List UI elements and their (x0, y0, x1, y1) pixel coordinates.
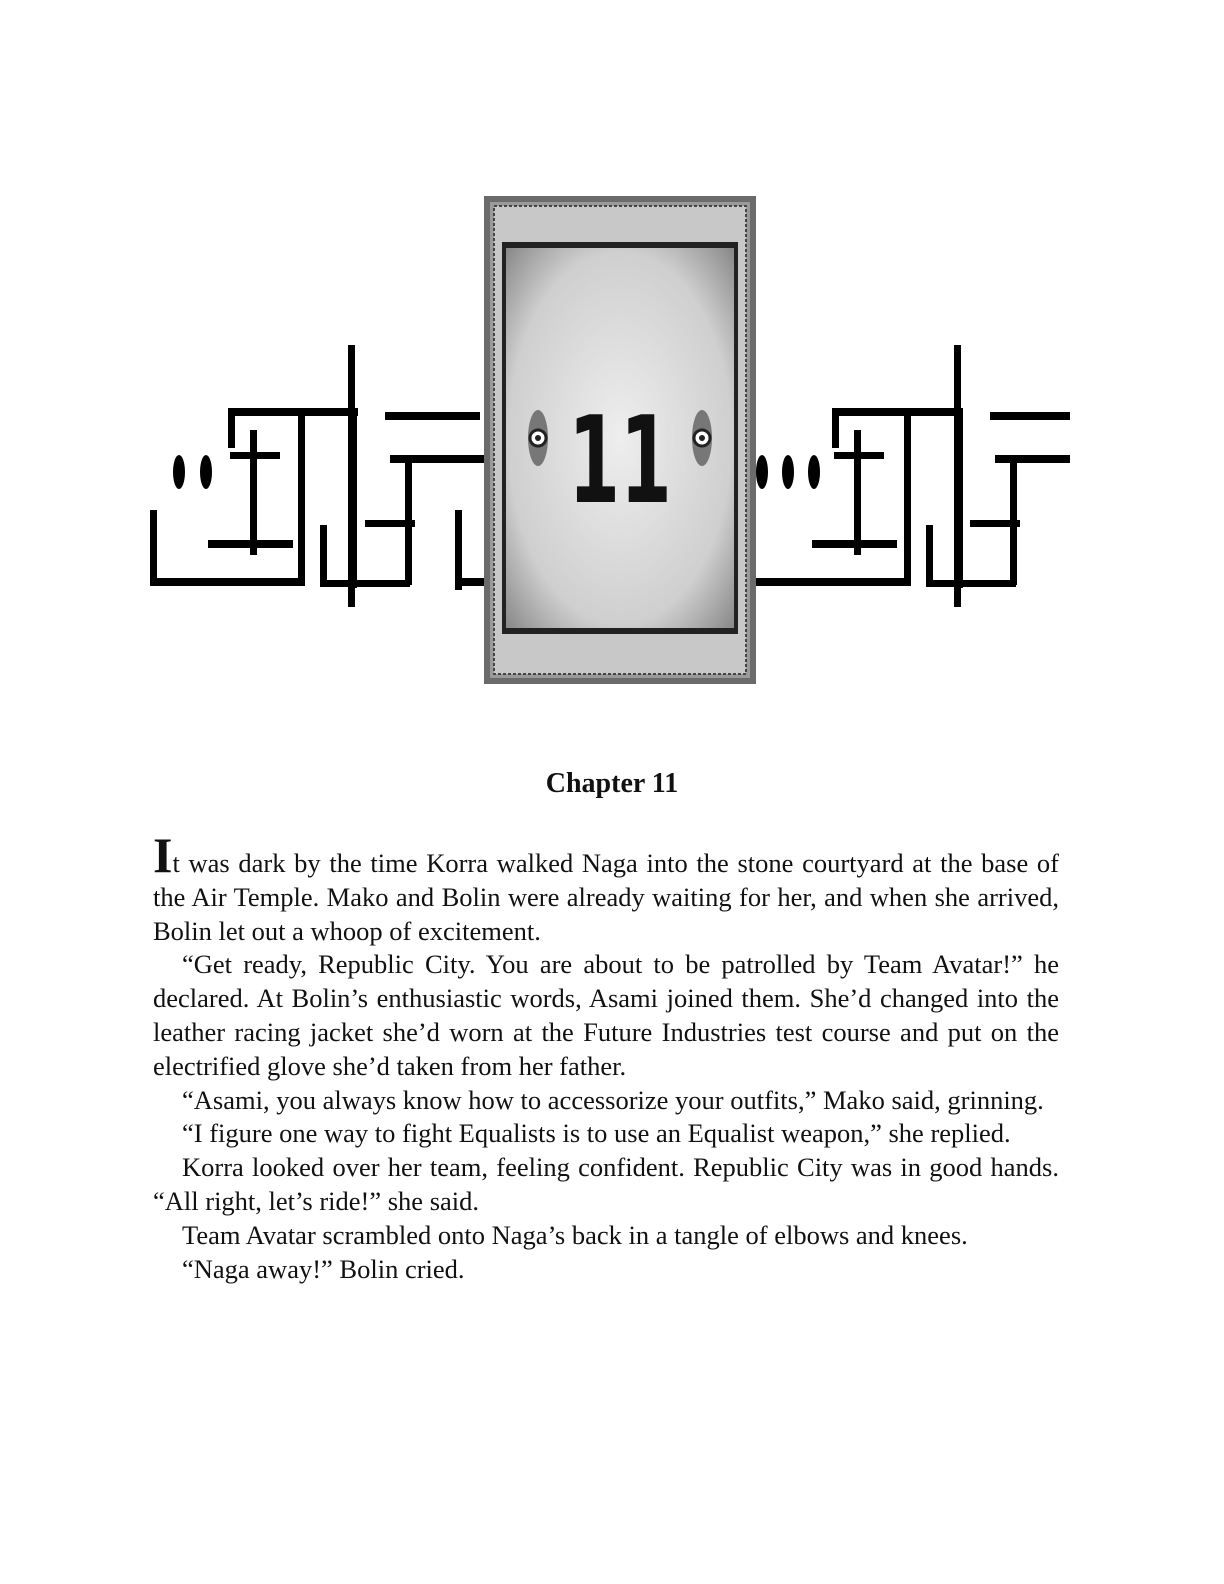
opening-text: t was dark by the time Korra walked Naga into the stone courtyard at the base of the Air Temple. Mako and Bolin were already waiting for her, and when she arrived, Bolin let out a whoop of excitement. (153, 848, 1059, 946)
chapter-number: 11 (568, 390, 672, 531)
chapter-ornament (150, 190, 1074, 690)
paragraph: “Get ready, Republic City. You are about to be patrolled by Team Avatar!” he declared. At Bolin’s enthusiastic words, Asami joined them. She’d changed into the leather racing jacket she’d worn at the Future Industries test course and put on the electrified glove she’d taken from her father. (153, 949, 1059, 1081)
drop-cap: I (153, 827, 173, 883)
left-medallion-icon (528, 410, 548, 466)
opening-paragraph (153, 827, 1059, 948)
paragraph: “I figure one way to fight Equalists is to use an Equalist weapon,” she replied. (182, 1118, 1011, 1149)
paragraph: Team Avatar scrambled onto Naga’s back in a tangle of elbows and knees. (182, 1219, 968, 1250)
paragraph: “Asami, you always know how to accessorize your outfits,” Mako said, grinning. (182, 1084, 1044, 1115)
right-medallion-icon (692, 410, 712, 466)
paragraph: Korra looked over her team, feeling confident. Republic City was in good hands. “All right, let’s ride!” she said. (153, 1152, 1059, 1216)
chapter-body (153, 827, 1059, 1286)
left-meander-decoration (150, 345, 485, 607)
paragraph: “Naga away!” Bolin cried. (182, 1253, 465, 1284)
number-panel (484, 196, 756, 684)
right-meander-decoration (755, 345, 1070, 607)
chapter-title: Chapter 11 (545, 768, 679, 799)
